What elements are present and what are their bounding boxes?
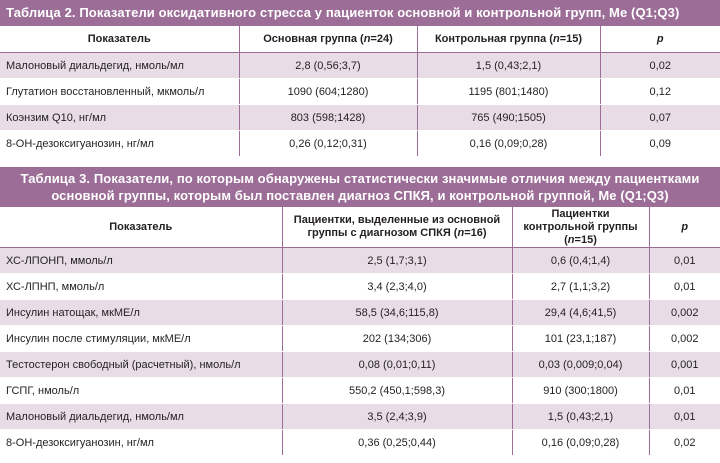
- row-indicator: ХС-ЛПНП, ммоль/л: [0, 274, 282, 300]
- row-pcos-value: 0,36 (0,25;0,44): [282, 430, 512, 456]
- row-pcos-value: 550,2 (450,1;598,3): [282, 378, 512, 404]
- header-indicator: Показатель: [0, 26, 239, 53]
- header-control-group: Контрольная группа (n=15): [417, 26, 600, 53]
- row-p-value: 0,01: [649, 274, 720, 300]
- row-p-value: 0,12: [600, 79, 720, 105]
- row-control-value: 765 (490;1505): [417, 105, 600, 131]
- table-row: [0, 326, 720, 352]
- row-p-value: 0,09: [600, 131, 720, 157]
- row-control-value: 1,5 (0,43;2,1): [512, 404, 649, 430]
- row-indicator: Коэнзим Q10, нг/мл: [0, 105, 239, 131]
- table-2-grid: [0, 26, 720, 157]
- row-main-value: 2,8 (0,56;3,7): [239, 53, 417, 79]
- row-control-value: 29,4 (4,6;41,5): [512, 300, 649, 326]
- row-indicator: Инсулин после стимуляции, мкМЕ/л: [0, 326, 282, 352]
- row-indicator: Тестостерон свободный (расчетный), нмоль/л: [0, 352, 282, 378]
- header-p: p: [649, 207, 720, 248]
- header-indicator: Показатель: [0, 207, 282, 248]
- row-pcos-value: 2,5 (1,7;3,1): [282, 248, 512, 274]
- row-control-value: 0,6 (0,4;1,4): [512, 248, 649, 274]
- table-row: [0, 352, 720, 378]
- header-main-group: Основная группа (n=24): [239, 26, 417, 53]
- row-main-value: 803 (598;1428): [239, 105, 417, 131]
- table-row: [0, 300, 720, 326]
- header-control-group: Пациентки контрольной группы (n=15): [512, 207, 649, 248]
- table-row: [0, 79, 720, 105]
- row-p-value: 0,01: [649, 404, 720, 430]
- table-2: [0, 0, 720, 157]
- row-control-value: 0,03 (0,009;0,04): [512, 352, 649, 378]
- table-3: [0, 167, 720, 456]
- row-indicator: Малоновый диальдегид, нмоль/мл: [0, 404, 282, 430]
- table-row: [0, 274, 720, 300]
- row-p-value: 0,07: [600, 105, 720, 131]
- table-3-title-line2: основной группы, которым был поставлен диагноз СПКЯ, и контрольной группой, Ме (Q1;Q3): [51, 188, 669, 203]
- table-2-header-row: [0, 26, 720, 53]
- row-main-value: 0,26 (0,12;0,31): [239, 131, 417, 157]
- row-pcos-value: 202 (134;306): [282, 326, 512, 352]
- table-2-title: Таблица 2. Показатели оксидативного стресса у пациенток основной и контрольной групп, Ме (Q1;Q3): [0, 0, 720, 26]
- table-row: [0, 53, 720, 79]
- row-p-value: 0,02: [649, 430, 720, 456]
- table-3-title-line1: Таблица 3. Показатели, по которым обнаружены статистически значимые отличия между пациентками: [20, 171, 700, 186]
- row-control-value: 0,16 (0,09;0,28): [512, 430, 649, 456]
- row-main-value: 1090 (604;1280): [239, 79, 417, 105]
- row-indicator: ХС-ЛПОНП, ммоль/л: [0, 248, 282, 274]
- row-pcos-value: 0,08 (0,01;0,11): [282, 352, 512, 378]
- row-control-value: 910 (300;1800): [512, 378, 649, 404]
- row-pcos-value: 58,5 (34,6;115,8): [282, 300, 512, 326]
- row-indicator: ГСПГ, нмоль/л: [0, 378, 282, 404]
- header-pcos-group: Пациентки, выделенные из основной группы с диагнозом СПКЯ (n=16): [282, 207, 512, 248]
- table-row: [0, 248, 720, 274]
- row-control-value: 2,7 (1,1;3,2): [512, 274, 649, 300]
- table-3-header-row: [0, 207, 720, 248]
- row-control-value: 101 (23,1;187): [512, 326, 649, 352]
- row-p-value: 0,002: [649, 326, 720, 352]
- table-row: [0, 131, 720, 157]
- row-p-value: 0,01: [649, 248, 720, 274]
- row-p-value: 0,001: [649, 352, 720, 378]
- row-control-value: 0,16 (0,09;0,28): [417, 131, 600, 157]
- row-pcos-value: 3,5 (2,4;3,9): [282, 404, 512, 430]
- row-control-value: 1195 (801;1480): [417, 79, 600, 105]
- row-indicator: 8-ОН-дезоксигуанозин, нг/мл: [0, 131, 239, 157]
- table-row: [0, 378, 720, 404]
- table-row: [0, 105, 720, 131]
- table-3-grid: [0, 207, 720, 456]
- row-indicator: 8-ОН-дезоксигуанозин, нг/мл: [0, 430, 282, 456]
- table-3-title: [0, 167, 720, 207]
- header-p: p: [600, 26, 720, 53]
- table-row: [0, 430, 720, 456]
- row-p-value: 0,02: [600, 53, 720, 79]
- row-pcos-value: 3,4 (2,3;4,0): [282, 274, 512, 300]
- row-indicator: Инсулин натощак, мкМЕ/л: [0, 300, 282, 326]
- row-indicator: Малоновый диальдегид, нмоль/мл: [0, 53, 239, 79]
- row-p-value: 0,01: [649, 378, 720, 404]
- table-gap: [0, 157, 720, 167]
- row-p-value: 0,002: [649, 300, 720, 326]
- table-row: [0, 404, 720, 430]
- row-control-value: 1,5 (0,43;2,1): [417, 53, 600, 79]
- row-indicator: Глутатион восстановленный, мкмоль/л: [0, 79, 239, 105]
